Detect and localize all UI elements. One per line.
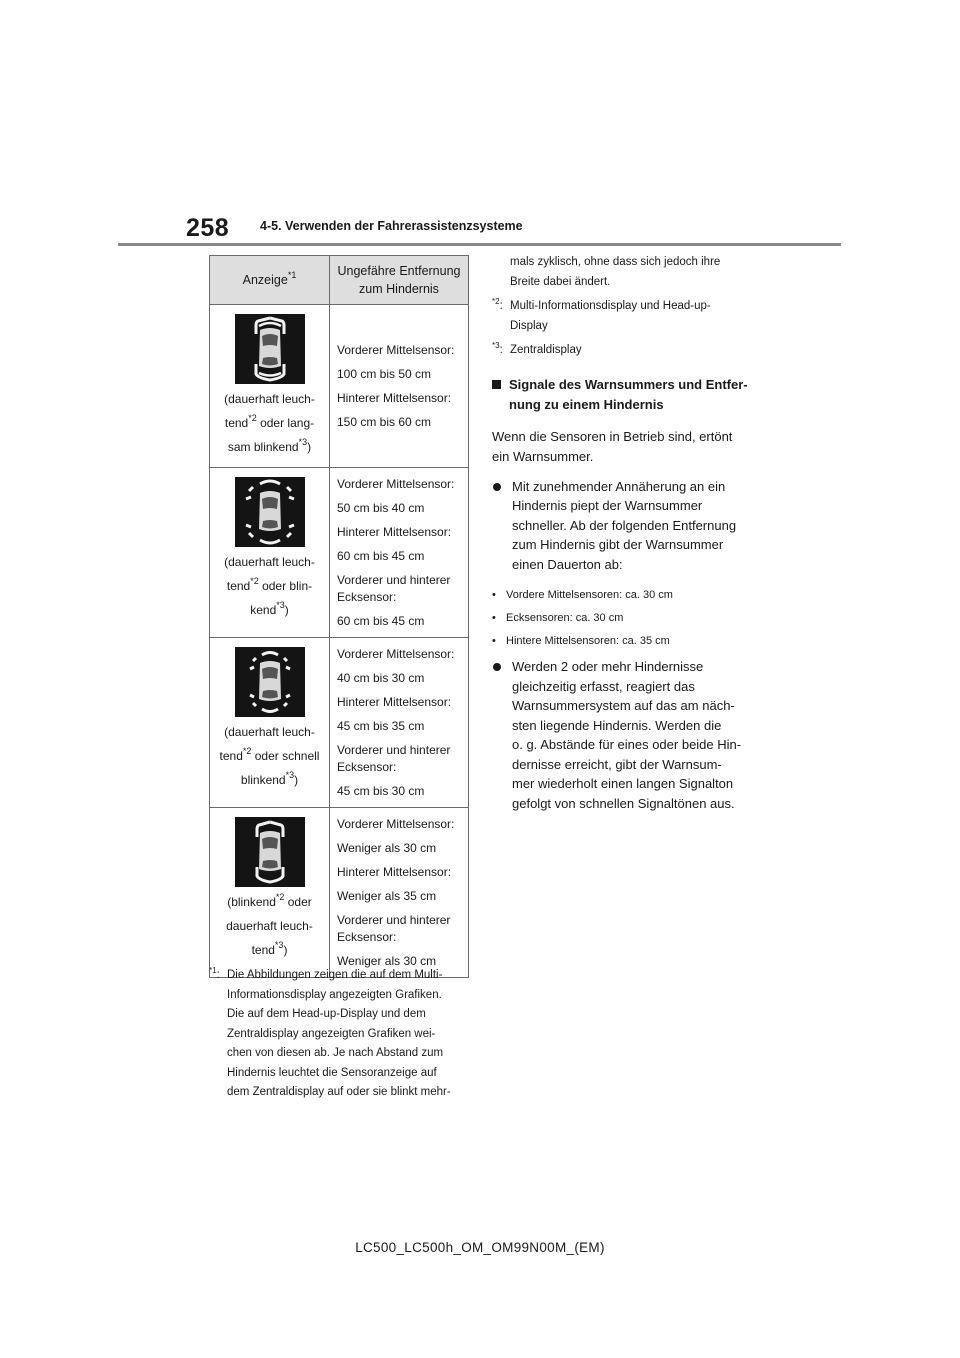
- distance-line: Vorderer Mittelsensor:: [337, 647, 455, 661]
- footnote-1: [209, 966, 471, 1103]
- indicator-caption: (dauerhaft leuch- tend$^{*2}$ oder blin- kend$^{*3}$): [224, 555, 315, 617]
- footnote-2: $^{*2}$: Multi-Informationsdisplay und Head-up- Display: [492, 297, 711, 332]
- distance-line: 60 cm bis 45 cm: [337, 549, 425, 563]
- distance-line: Ecksensor:: [337, 930, 397, 944]
- indicator-cell: [210, 638, 330, 808]
- distance-line: Weniger als 30 cm: [337, 841, 437, 855]
- bullet-item: Mit zunehmender Annäherung an ein Hindernis piept der Warnsummer schneller. Ab der folgenden Entfernung zum Hindernis gibt der Warnsummer einen Dauerton ab:: [492, 477, 754, 575]
- distance-list: [492, 588, 754, 649]
- footnote-3: $^{*3}$: Zentraldisplay: [492, 341, 582, 356]
- footnote-line: Hindernis leuchtet die Sensoranzeige auf: [227, 1066, 437, 1079]
- indicator-table: [209, 255, 469, 978]
- footnote-1-continued: mals zyklisch, ohne dass sich jedoch ihre Breite dabei ändert.: [510, 256, 721, 288]
- list-item: • Ecksensoren: ca. 30 cm: [492, 612, 624, 624]
- indicator-cell: [210, 808, 330, 978]
- footnote-line: chen von diesen ab. Je nach Abstand zum: [227, 1047, 444, 1059]
- distance-line: Hinterer Mittelsensor:: [337, 525, 452, 539]
- distance-line: 60 cm bis 45 cm: [337, 614, 425, 628]
- distance-line: 40 cm bis 30 cm: [337, 671, 425, 685]
- car-sensor-2-icon: [235, 477, 305, 547]
- footnote-line: Zentraldisplay angezeigten Grafiken wei-: [227, 1027, 436, 1040]
- indicator-cell: [210, 468, 330, 638]
- bullet-item: Werden 2 oder mehr Hindernisse gleichzeitig erfasst, reagiert das Warnsummersystem auf das am näch- sten liegende Hindernis. Werden die o. g. Abstände für eines oder beide Hin- dernisse erreicht, gibt der Warnsum- mer wiederholt einen langen Signalton gefolgt von schnellen Signaltönen aus.: [492, 657, 754, 813]
- distance-line: Vorderer Mittelsensor:: [337, 477, 455, 491]
- section-title: 4-5. Verwenden der Fahrerassistenzsysteme: [260, 219, 523, 233]
- col-header-distance: Ungefähre Entfernung zum Hindernis: [330, 256, 469, 305]
- page-number: 258: [186, 214, 230, 242]
- col-header-indicator: Anzeige$^{*1}$: [210, 256, 330, 305]
- list-item: • Hintere Mittelsensoren: ca. 35 cm: [492, 635, 670, 647]
- section-heading: Signale des Warnsummers und Entfer- nung zu einem Hindernis: [492, 375, 754, 415]
- table-row: [210, 305, 469, 468]
- indicator-caption: (blinkend$^{*2}$ oder dauerhaft leuch- tend$^{*3}$): [226, 892, 313, 957]
- distance-cell: [330, 638, 469, 808]
- distance-line: Ecksensor:: [337, 760, 397, 774]
- footnote-line: Die Abbildungen zeigen die auf dem Multi-: [227, 969, 443, 981]
- distance-line: 100 cm bis 50 cm: [337, 367, 432, 381]
- footnote-line: Informationsdisplay angezeigten Grafiken.: [227, 988, 442, 1001]
- distance-cell: [330, 305, 469, 468]
- distance-line: Vorderer und hinterer: [337, 743, 451, 757]
- table-row: [210, 808, 469, 978]
- distance-line: 45 cm bis 35 cm: [337, 719, 425, 733]
- table-header-row: [210, 256, 469, 305]
- header-rule: [118, 243, 841, 246]
- car-sensor-3-icon: [235, 647, 305, 717]
- car-sensor-4-icon: [235, 817, 305, 887]
- table-row: [210, 468, 469, 638]
- indicator-caption: (dauerhaft leuch- tend$^{*2}$ oder lang- sam blinkend$^{*3}$): [224, 392, 315, 454]
- indicator-cell: [210, 305, 330, 468]
- bullet-dot-icon: [493, 663, 501, 671]
- indicator-caption: (dauerhaft leuch- tend$^{*2}$ oder schnell blinkend$^{*3}$): [219, 725, 320, 787]
- distance-line: Hinterer Mittelsensor:: [337, 865, 452, 879]
- distance-line: Vorderer Mittelsensor:: [337, 343, 455, 357]
- document-code: LC500_LC500h_OM_OM99N00M_(EM): [355, 1240, 605, 1255]
- bullet-dot-icon: [493, 483, 501, 491]
- distance-cell: [330, 468, 469, 638]
- distance-cell: [330, 808, 469, 978]
- distance-line: Vorderer und hinterer: [337, 913, 451, 927]
- footnote-line: Die auf dem Head-up-Display und dem: [227, 1008, 426, 1020]
- distance-line: Ecksensor:: [337, 590, 397, 604]
- distance-line: 150 cm bis 60 cm: [337, 415, 432, 429]
- distance-line: Vorderer Mittelsensor:: [337, 817, 455, 831]
- distance-line: Weniger als 30 cm: [337, 954, 437, 968]
- list-item: • Vordere Mittelsensoren: ca. 30 cm: [492, 589, 673, 601]
- square-bullet-icon: [492, 380, 501, 389]
- distance-line: 50 cm bis 40 cm: [337, 501, 425, 515]
- footnote-mark: $^{*1}$:: [209, 966, 220, 981]
- distance-line: Hinterer Mittelsensor:: [337, 695, 452, 709]
- distance-line: 45 cm bis 30 cm: [337, 784, 425, 798]
- distance-line: Weniger als 35 cm: [337, 889, 437, 903]
- table-row: [210, 638, 469, 808]
- distance-line: Hinterer Mittelsensor:: [337, 391, 452, 405]
- right-column: [492, 253, 754, 813]
- footnote-line: dem Zentraldisplay auf oder sie blinkt mehr-: [227, 1086, 451, 1098]
- intro-paragraph: Wenn die Sensoren in Betrieb sind, ertönt ein Warnsummer.: [492, 428, 733, 464]
- car-sensor-1-icon: [235, 314, 305, 384]
- distance-line: Vorderer und hinterer: [337, 573, 451, 587]
